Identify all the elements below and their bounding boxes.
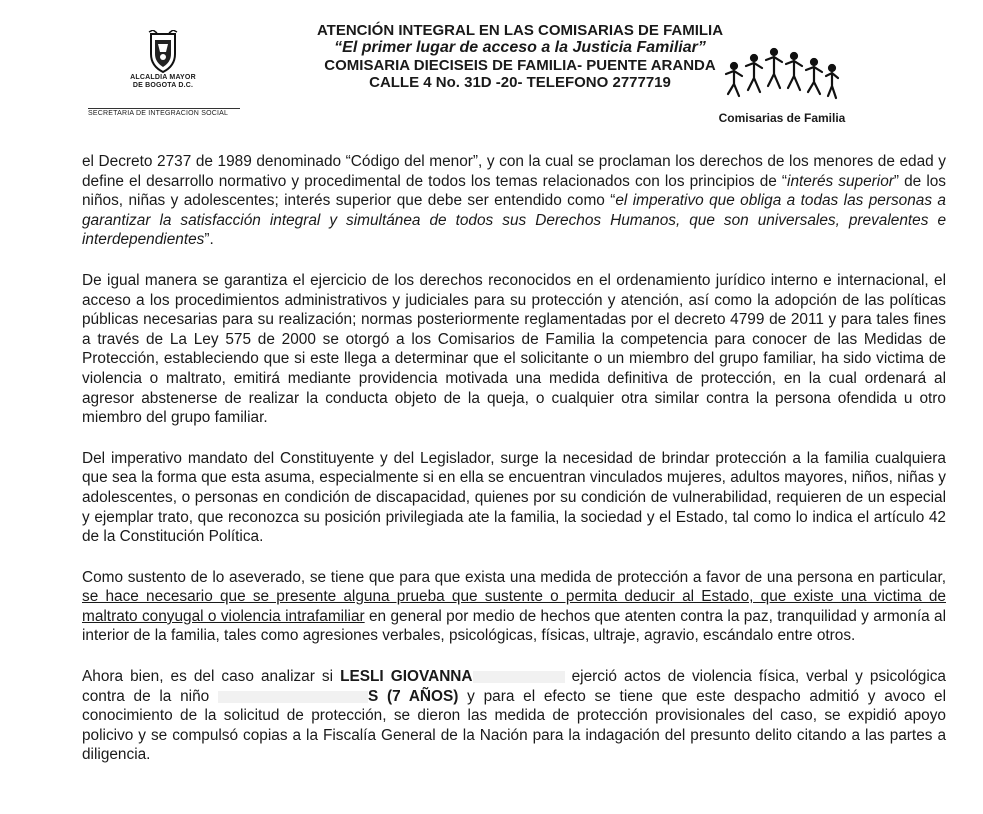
p1-italic-d: el imperativo que obliga a todas las personas a garantizar la satisfacción integral y simultánea de todos sus Derechos Humanos, que son universales, prevalentes e interdependientes	[82, 192, 946, 249]
header-title-3: COMISARIA DIECISEIS DE FAMILIA- PUENTE ARANDA	[324, 57, 716, 74]
p1-text-a: el Decreto 2737 de 1989 denominado “Código del menor”, y con la cual se proclaman los derechos de los menores de edad y define el desarrollo normativo y procedimental de todos los temas relacionados con los principios de “	[82, 153, 946, 190]
seal-line-2: DE BOGOTA D.C.	[132, 82, 194, 89]
header-title-1: ATENCIÓN INTEGRAL EN LAS COMISARIAS DE FAMILIA	[316, 22, 724, 39]
seal-block	[88, 30, 238, 90]
p5-text-c: ejerció actos de violencia física, verbal y psicológica contra de la niño	[82, 668, 946, 705]
header-titles	[290, 22, 750, 92]
p1-italic-b: interés superior	[787, 172, 894, 190]
redacted-surname	[473, 671, 565, 683]
seal-organization: SECRETARIA DE INTEGRACION SOCIAL	[88, 110, 229, 117]
paragraph-3: Del imperativo mandato del Constituyente y del Legislador, surge la necesidad de brindar protección a la familia cualquiera que sea la forma que esta asuma, especialmente si en ella se encuentran vinculados mujeres, adultos mayores, niños, niñas y adolescentes, o personas en condición de discapacidad, quienes por su condición de vulnerabilidad, requieren de un especial y ejemplar trato, que reconozca su posición privilegiada ate la familia, la sociedad y el Estado, tal como lo indica el artículo 42 de la Constitución Política.	[82, 449, 946, 546]
header-title-2: “El primer lugar de acceso a la Justicia Familiar”	[334, 39, 706, 56]
p1-text-e: ”.	[204, 231, 214, 249]
p5-child-age-d: S (7 AÑOS)	[367, 687, 459, 705]
p4-text-c: en general por medio de hechos que atenten contra la paz, tranquilidad y armonía al interior de la familia, tales como agresiones verbales, psicológicas, físicas, ultraje, agravio, escándalo entre otros.	[82, 607, 946, 645]
seal-line-1: ALCALDIA MAYOR	[130, 74, 196, 81]
paragraph-5	[82, 667, 946, 765]
header-title-4: CALLE 4 No. 31D -20- TELEFONO 2777719	[369, 74, 671, 91]
letterhead	[0, 0, 983, 130]
p1-text-c: ” de los niños, niñas y adolescentes; interés superior que debe ser entendido como “	[82, 172, 947, 210]
p4-text-a: Como sustento de lo aseverado, se tiene que para que exista una medida de protección a favor de una persona en particular,	[82, 568, 946, 586]
logo-caption: Comisarias de Familia	[718, 111, 846, 125]
coat-of-arms-icon	[145, 30, 181, 74]
document-body	[82, 152, 946, 786]
paragraph-1	[82, 152, 946, 250]
people-figures-logo	[722, 44, 842, 104]
p5-text-a: Ahora bien, es del caso analizar si	[82, 668, 341, 686]
p5-text-e: y para el efecto se tiene que este despacho admitió y avoco el conocimiento de la solicitud de protección, se dieron las medida de protección provisionales del caso, se expidió apoyo policivo y se compulsó copias a la Fiscalía General de la Nación para la indagación del presunto delito citando a las partes a diligencia.	[82, 687, 946, 764]
paragraph-2: De igual manera se garantiza el ejercicio de los derechos reconocidos en el ordenamiento jurídico interno e internacional, el acceso a los procedimientos administrativos y judiciales para su protección y atención, así como la adopción de las políticas públicas necesarias para su realización; normas posteriormente reglamentadas por el decreto 4799 de 2011 y para tales fines a través de La Ley 575 de 2000 se otorgó a los Comisarios de Familia la competencia para conocer de las Medidas de Protección, estableciendo que si este llega a determinar que el solicitante o un miembro del grupo familiar, ha sido victima de violencia o maltrato, emitirá mediante providencia motivada una medida definitiva de protección, en la cual ordenará al agresor abstenerse de realizar la conducta objeto de la queja, o cualquier otra similar contra la persona ofendida u otro miembro del grupo familiar.	[82, 271, 946, 427]
redacted-child-name	[218, 691, 368, 703]
p4-underlined-b: se hace necesario que se presente alguna prueba que sustente o permita deducir al Estado, que existe una victima de maltrato conyugal o violencia intrafamiliar	[82, 588, 946, 625]
p5-name-b: LESLI GIOVANNA	[340, 668, 473, 686]
comisarias-logo	[712, 44, 852, 125]
seal-divider	[88, 108, 240, 109]
paragraph-4	[82, 568, 946, 646]
